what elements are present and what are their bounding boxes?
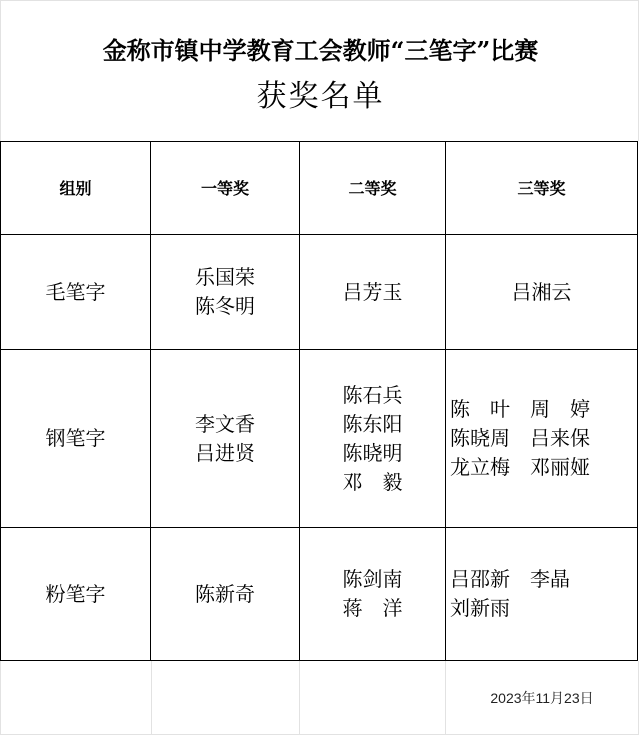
- footer-row: [0, 661, 639, 735]
- winner-name: 李文香: [195, 411, 255, 436]
- third-prize-cell: [446, 528, 638, 661]
- date-label: 2023年11月23日: [490, 690, 594, 706]
- winner-name: 陈东阳: [342, 411, 403, 436]
- winner-name: 陈晓明: [342, 440, 403, 465]
- empty-cell: [151, 661, 300, 735]
- empty-cell: [0, 661, 152, 735]
- winner-name: 陈冬明: [195, 294, 255, 318]
- winner-name: 陈石兵: [342, 382, 403, 407]
- document-subtitle: 获奖名单: [256, 79, 385, 114]
- winner-name: 邓 毅: [342, 469, 403, 494]
- winner-names-line: 陈 叶 周 婷: [450, 397, 590, 421]
- winner-name: 吕湘云: [511, 279, 572, 304]
- winner-name: 吕芳玉: [342, 279, 403, 304]
- first-prize-cell: [151, 528, 300, 661]
- header-category: 组别: [1, 142, 151, 235]
- header-third-prize: 三等奖: [446, 142, 638, 235]
- second-prize-cell: [300, 350, 446, 528]
- third-prize-cell: [446, 350, 638, 528]
- table-row-brush: [1, 235, 638, 350]
- table-row-pen: [1, 350, 638, 528]
- awards-table: [0, 141, 638, 661]
- category-cell: 毛笔字: [1, 235, 151, 350]
- second-prize-cell: [300, 235, 446, 350]
- second-prize-cell: [300, 528, 446, 661]
- table-row-chalk: [1, 528, 638, 661]
- empty-cell: [300, 661, 446, 735]
- first-prize-cell: [151, 350, 300, 528]
- header-second-prize: 二等奖: [300, 142, 446, 235]
- table-header-row: [1, 142, 638, 235]
- third-prize-cell: [446, 235, 638, 350]
- winner-name: 陈新奇: [195, 581, 255, 606]
- winner-name: 乐国荣: [195, 265, 255, 289]
- winner-names-line: 龙立梅 邓丽娅: [450, 455, 590, 479]
- document-title: 金称市镇中学教育工会教师“三笔字”比赛: [102, 36, 539, 65]
- winner-name: 陈剑南: [342, 567, 403, 591]
- title-cell: [0, 0, 639, 141]
- winner-name: 蒋 洋: [342, 596, 403, 620]
- category-cell: 钢笔字: [1, 350, 151, 528]
- first-prize-cell: [151, 235, 300, 350]
- winner-names-line: 陈晓周 吕来保: [450, 426, 590, 450]
- header-first-prize: 一等奖: [151, 142, 300, 235]
- category-cell: 粉笔字: [1, 528, 151, 661]
- winner-names-line: 吕邵新 李晶: [450, 567, 570, 591]
- winner-names-line: 刘新雨: [450, 596, 510, 620]
- winner-name: 吕进贤: [195, 440, 255, 465]
